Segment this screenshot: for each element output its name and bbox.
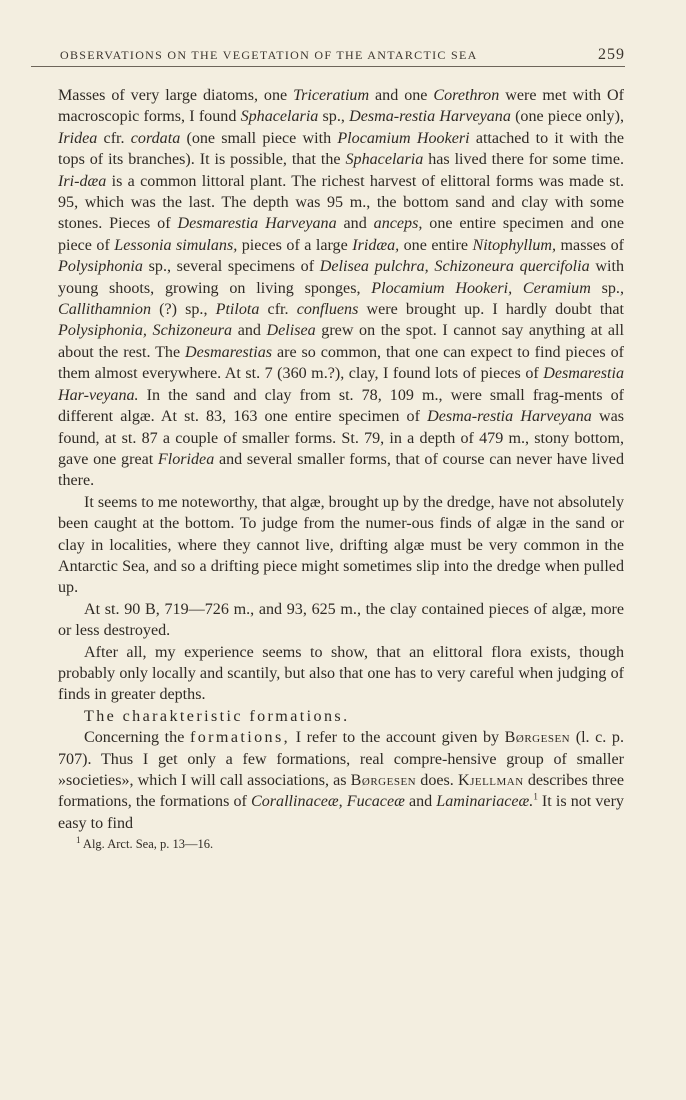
species-name: Lessonia simulans,	[114, 236, 238, 254]
text-run: sp., several specimens of	[142, 258, 320, 276]
text-run: attached to it with the tops of its branches). It is possible, that the	[58, 129, 625, 169]
species-name: Desma-restia Harveyana	[427, 408, 592, 426]
text-run: describes three formations, the formations of	[58, 772, 625, 811]
text-run: sp.,	[590, 279, 624, 297]
species-name: Ptilota	[215, 301, 260, 319]
species-name: cordata	[130, 129, 181, 147]
page-number: 259	[598, 46, 625, 63]
text-run: are so common, that one can expect to find pieces of them almost everywhere. At st. 7 (360 m.?), clay, I found lots of pieces of	[58, 343, 624, 383]
text-run: is a common littoral plant. The richest harvest of elittoral forms was made st. 95, which was the last. The depth was 95 m., the bottom sand and clay with some stones. Pieces of	[58, 172, 624, 233]
species-name: Laminariaceæ.	[436, 793, 534, 811]
text-run: I refer to the account given by	[290, 729, 505, 747]
text-run: was found, at st. 87 a couple of smaller forms. St. 79, in a depth of 479 m., stony bottom, gave one great	[58, 408, 624, 468]
text-run: one entire	[399, 236, 473, 254]
text-run: and	[404, 793, 437, 811]
running-header	[31, 46, 625, 67]
species-name: Desmarestia Har-veyana.	[58, 365, 624, 404]
species-name: Sphacelaria	[240, 108, 319, 126]
species-name: Desmarestias	[185, 343, 273, 361]
text-run: were brought up. I hardly doubt that	[358, 301, 624, 319]
footnote	[58, 836, 624, 852]
text-run: sp.,	[318, 108, 350, 126]
body-text	[58, 85, 624, 834]
species-name: Polysiphonia	[58, 258, 143, 276]
text-run: It seems to me noteworthy, that algæ, brought up by the dredge, have not absolutely been caught at the bottom. To judge from the numer-ous finds of algæ in the sand or clay in localities, where they cannot live, drifting algæ must be very common in the Antarctic Sea, and so a drifting piece might sometimes slip into the dredge when pulled up.	[58, 493, 624, 597]
book-page	[58, 46, 624, 852]
species-name: Nitophyllum,	[472, 236, 557, 254]
text-run: Børgesen	[350, 772, 417, 789]
text-run: and	[232, 322, 267, 340]
text-run: and one	[369, 87, 434, 104]
paragraph	[58, 599, 624, 642]
species-name: Desmarestia Harveyana	[177, 215, 337, 233]
species-name: Floridea	[157, 450, 215, 468]
text-run: (one piece only),	[510, 108, 624, 126]
footnote-ref: 1	[533, 792, 538, 803]
text-run: and several smaller forms, that of course can never have lived there.	[58, 450, 624, 490]
text-run: has lived there for some time.	[423, 151, 624, 169]
text-run: were met with Of macroscopic forms, I found	[58, 87, 624, 126]
species-name: Corallinaceæ, Fucaceæ	[250, 793, 405, 811]
text-run: (l. c. p. 707). Thus I get only a few formations, real compre-hensive group of smaller »societies», which I will call associations, as	[58, 729, 624, 789]
text-run: with young shoots, growing on living sponges,	[58, 258, 624, 297]
paragraph	[58, 727, 624, 834]
text-run: After all, my experience seems to show, that an elittoral flora exists, though probably only locally and scantily, but also that one has to very careful when judging of finds in greater depths.	[58, 643, 624, 704]
species-name: Sphacelaria	[345, 151, 424, 169]
species-name: confluens	[296, 301, 359, 319]
species-name: Delisea	[266, 322, 316, 340]
species-name: Corethron	[433, 87, 500, 104]
paragraph	[58, 706, 624, 727]
text-run: Kjellman	[457, 772, 524, 789]
paragraph	[58, 492, 624, 599]
species-name: Triceratium	[293, 87, 370, 104]
species-name: Iri-dæa	[58, 172, 107, 190]
species-name: Plocamium Hookeri, Ceramium	[371, 279, 591, 297]
text-run: (?) sp.,	[151, 301, 216, 319]
text-run: pieces of a large	[237, 236, 353, 254]
species-name: Desma-restia Harveyana	[349, 108, 511, 126]
text-run: It is not very easy to find	[58, 793, 624, 832]
text-run: masses of	[556, 236, 624, 254]
species-name: Polysiphonia, Schizoneura	[58, 322, 233, 340]
text-run: and	[336, 215, 374, 233]
footnote-text: Alg. Arct. Sea, p. 13—16.	[80, 837, 214, 852]
text-run: formations,	[189, 729, 291, 747]
text-run: one entire specimen and one piece of	[58, 215, 624, 254]
text-run: Concerning the	[84, 729, 190, 747]
species-name: Iridea	[58, 129, 98, 147]
species-name: anceps,	[373, 215, 423, 233]
paragraph	[58, 642, 624, 706]
text-run: cfr.	[259, 301, 297, 319]
species-name: Iridæa,	[352, 236, 400, 254]
text-run: (one small piece with	[180, 129, 338, 147]
text-run: Masses of very large diatoms, one	[58, 87, 294, 104]
text-run: grew on the spot. I cannot say anything at all about the rest. The	[58, 322, 624, 361]
species-name: Delisea pulchra, Schizoneura quercifolia	[319, 258, 590, 276]
text-run: The charakteristic formations.	[84, 707, 350, 725]
text-run: does.	[416, 772, 458, 789]
text-run: At st. 90 B, 719—726 m., and 93, 625 m., the clay contained pieces of algæ, more or less destroyed.	[58, 600, 624, 640]
text-run: In the sand and clay from st. 78, 109 m., were small frag-ments of different algæ. At st. 83, 163 one entire specimen of	[58, 386, 624, 426]
footnote-marker: 1	[76, 835, 81, 846]
species-name: Callithamnion	[58, 301, 151, 319]
species-name: Plocamium Hookeri	[337, 129, 470, 147]
running-title: OBSERVATIONS ON THE VEGETATION OF THE ANTARCTIC SEA	[60, 48, 478, 62]
text-run: cfr.	[97, 129, 131, 147]
text-run: Børgesen	[504, 729, 571, 747]
paragraph	[58, 85, 624, 492]
